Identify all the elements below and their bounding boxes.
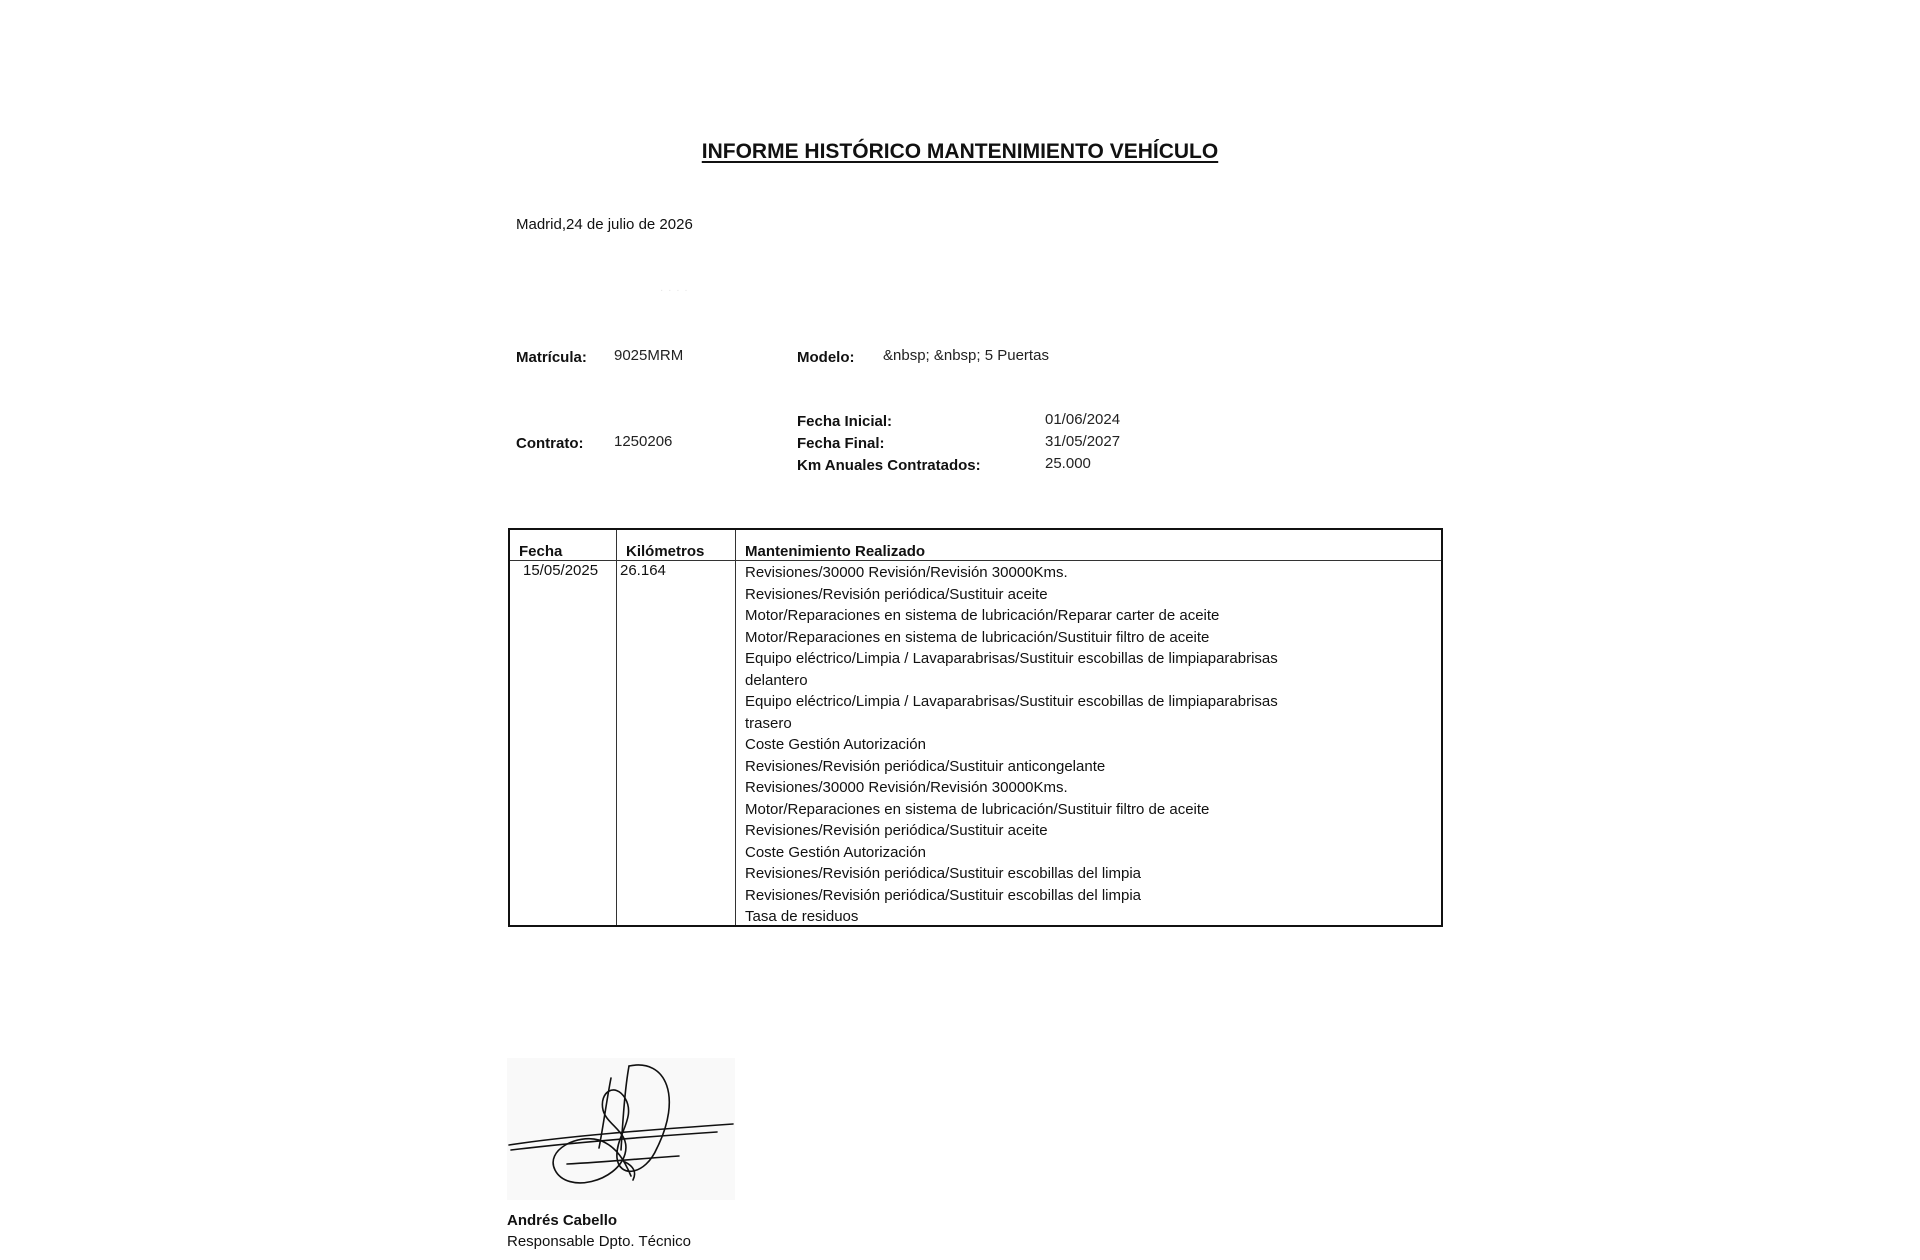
- header-fecha: Fecha: [519, 543, 563, 560]
- operation-line: Revisiones/Revisión periódica/Sustituir anticongelante: [745, 757, 1106, 775]
- signer-role: Responsable Dpto. Técnico: [507, 1233, 691, 1250]
- header-mantenimiento: Mantenimiento Realizado: [745, 543, 926, 560]
- column-divider: [616, 530, 617, 925]
- operation-line: Revisiones/Revisión periódica/Sustituir escobillas del limpia: [745, 865, 1142, 882]
- km-anuales-label: Km Anuales Contratados:: [797, 457, 981, 474]
- operation-line: Revisiones/Revisión periódica/Sustituir escobillas del limpia: [745, 886, 1142, 904]
- operation-line: Coste Gestión Autorización: [745, 843, 926, 861]
- operation-line: Revisiones/30000 Revisión/Revisión 30000Kms.: [745, 564, 1068, 581]
- matricula-value: 9025MRM: [614, 347, 684, 364]
- operation-line: Revisiones/30000 Revisión/Revisión 30000Kms.: [745, 779, 1068, 796]
- operation-line: delantero: [745, 671, 808, 689]
- operation-line: Equipo eléctrico/Limpia / Lavaparabrisas/Sustituir escobillas de limpiaparabrisas: [745, 650, 1278, 667]
- maintenance-table: [508, 528, 1443, 927]
- operation-line: Revisiones/Revisión periódica/Sustituir aceite: [745, 822, 1048, 839]
- fecha-inicial-value: 01/06/2024: [1045, 411, 1121, 428]
- table-header-divider: [510, 560, 1441, 561]
- modelo-value: &nbsp; &nbsp; 5 Puertas: [883, 347, 1049, 364]
- operation-line: Tasa de residuos: [745, 908, 859, 925]
- operation-line: trasero: [745, 714, 792, 732]
- header-kilometros: Kilómetros: [626, 543, 705, 560]
- modelo-label: Modelo:: [797, 349, 855, 366]
- operation-line: Motor/Reparaciones en sistema de lubricación/Sustituir filtro de aceite: [745, 800, 1210, 818]
- operations-list: [745, 562, 1278, 928]
- signature-scribble: [507, 1058, 735, 1200]
- signer-name: Andrés Cabello: [507, 1212, 618, 1229]
- row-fecha: 15/05/2025: [523, 562, 599, 579]
- matricula-label: Matrícula:: [516, 349, 587, 366]
- fecha-final-value: 31/05/2027: [1045, 433, 1121, 450]
- operation-line: Equipo eléctrico/Limpia / Lavaparabrisas/Sustituir escobillas de limpiaparabrisas: [745, 693, 1278, 710]
- contrato-value: 1250206: [614, 433, 673, 450]
- operation-line: Coste Gestión Autorización: [745, 736, 926, 753]
- row-kilometros: 26.164: [620, 562, 666, 579]
- column-divider: [735, 530, 736, 925]
- operation-line: Motor/Reparaciones en sistema de lubricación/Sustituir filtro de aceite: [745, 628, 1210, 646]
- fecha-inicial-label: Fecha Inicial:: [797, 413, 893, 430]
- faint-mark: · · · ·: [660, 285, 689, 296]
- fecha-final-label: Fecha Final:: [797, 435, 885, 452]
- km-anuales-value: 25.000: [1045, 455, 1091, 472]
- place-date: Madrid,24 de julio de 2026: [516, 216, 693, 233]
- signature-image: [507, 1058, 735, 1200]
- contrato-label: Contrato:: [516, 435, 584, 452]
- report-title: INFORME HISTÓRICO MANTENIMIENTO VEHÍCULO: [701, 140, 1219, 163]
- operation-line: Motor/Reparaciones en sistema de lubricación/Reparar carter de aceite: [745, 607, 1220, 624]
- operation-line: Revisiones/Revisión periódica/Sustituir aceite: [745, 585, 1048, 603]
